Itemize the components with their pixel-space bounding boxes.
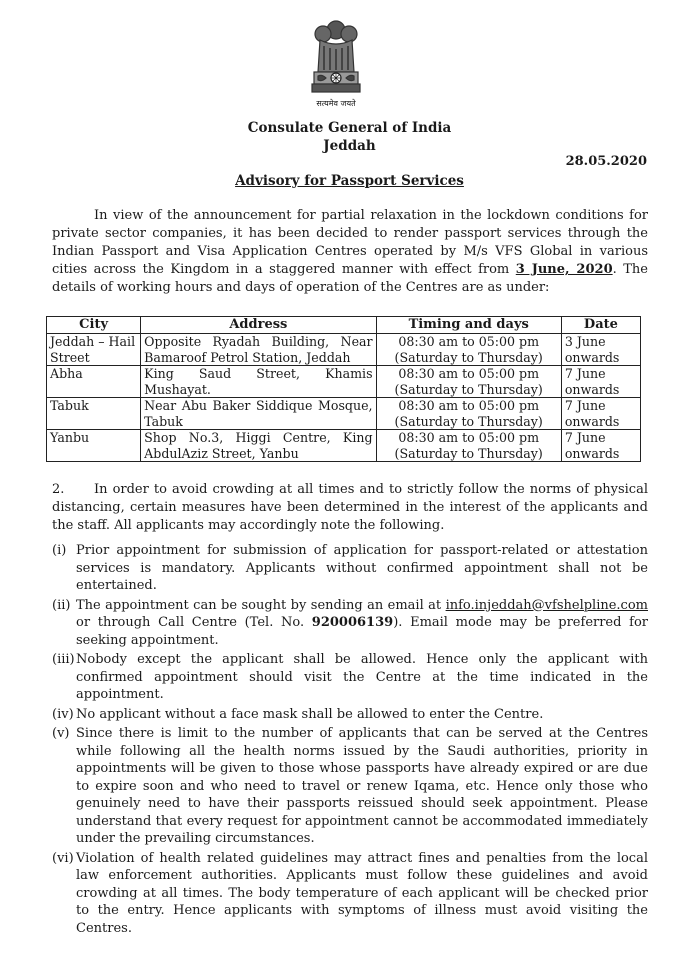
list-item-text: Nobody except the applicant shall be allowed. Hence only the applicant with confirmed appointment should visit the Centre at the time indicated in the appointment.: [76, 652, 648, 702]
document-title: [0, 173, 699, 189]
list-item-text-post: ). Email mode may be preferred for seeking appointment.: [76, 615, 648, 648]
cell-city: Tabuk: [47, 398, 141, 430]
document-title-text: Advisory for Passport Services: [235, 173, 464, 189]
column-header-city: City: [47, 317, 141, 334]
intro-text-after: . The details of working hours and days of operation of the Centres are as under:: [52, 262, 648, 295]
cell-address: King Saud Street, Khamis Mushayat.: [141, 366, 376, 398]
list-item: [52, 706, 648, 724]
list-item-text: No applicant without a face mask shall be allowed to enter the Centre.: [76, 706, 544, 722]
cell-timing-hours: 08:30 am to 05:00 pm: [398, 366, 540, 381]
phone-number: 920006139: [311, 615, 394, 630]
list-item-text: Prior appointment for submission of application for passport-related or attestation services is mandatory. Applicants without confirmed appointment shall not be entertained.: [76, 543, 648, 593]
list-item: [52, 651, 648, 704]
cell-city: Yanbu: [47, 430, 141, 462]
table-row: [47, 430, 641, 462]
cell-date: 7 June onwards: [561, 366, 640, 398]
paragraph-number: 2.: [52, 482, 65, 497]
consulate-name: Consulate General of India: [247, 120, 452, 136]
list-marker: (v): [52, 726, 70, 741]
national-emblem-icon: [300, 14, 372, 110]
list-item-text: Since there is limit to the number of applicants that can be served at the Centres while following all the health norms issued by the Saudi authorities, priority in appointments will be given to those whose passports have already expired or are due to expire soon and who need to travel or renew Iqama, etc. Hence only those who genuinely need to have their passports reissued should seek appointment. Please understand that every request for appointment cannot be accommodated immediately under the prevailing circumstances.: [76, 726, 648, 846]
cell-timing-hours: 08:30 am to 05:00 pm: [398, 398, 540, 413]
cell-timing-hours: 08:30 am to 05:00 pm: [398, 334, 540, 349]
centres-table: [46, 316, 641, 462]
intro-paragraph: [52, 207, 648, 297]
cell-timing-days: (Saturday to Thursday): [394, 413, 543, 429]
emblem-motto: सत्यमेव जयते: [316, 99, 356, 108]
cell-timing-hours: 08:30 am to 05:00 pm: [398, 430, 540, 445]
table-row: [47, 398, 641, 430]
email-link[interactable]: info.injeddah@vfshelpline.com: [445, 597, 648, 613]
cell-city: Jeddah – Hail Street: [47, 334, 141, 366]
table-row: [47, 366, 641, 398]
cell-timing-days: (Saturday to Thursday): [394, 445, 543, 461]
list-marker: (iii): [52, 652, 75, 667]
column-header-timing: Timing and days: [376, 317, 561, 334]
cell-timing: [376, 366, 561, 398]
measures-list: [52, 542, 648, 939]
column-header-address: Address: [141, 317, 376, 334]
list-marker: (i): [52, 543, 67, 558]
list-item-text: Violation of health related guidelines may attract fines and penalties from the local law enforcement authorities. Applicants must follow these guidelines and avoid crowding at all times. The body temperature of each applicant will be checked prior to the entry. Hence applicants with symptoms of illness must avoid visiting the Centres.: [76, 850, 648, 936]
column-header-date: Date: [561, 317, 640, 334]
cell-timing: [376, 334, 561, 366]
cell-address: Opposite Ryadah Building, Near Bamaroof Petrol Station, Jeddah: [141, 334, 376, 366]
table-header-row: [47, 317, 641, 334]
cell-address: Shop No.3, Higgi Centre, King AbdulAziz Street, Yanbu: [141, 430, 376, 462]
list-item: [52, 725, 648, 848]
list-marker: (vi): [52, 850, 74, 866]
intro-highlight-date: 3 June, 2020: [515, 262, 613, 277]
list-marker: (iv): [52, 706, 74, 722]
list-item: [52, 850, 648, 938]
list-item-text-mid: or through Call Centre (Tel. No.: [76, 615, 312, 630]
list-item: [52, 597, 648, 650]
cell-address: Near Abu Baker Siddique Mosque, Tabuk: [141, 398, 376, 430]
document-date: 28.05.2020: [565, 154, 647, 169]
intro-text-before: In view of the announcement for partial relaxation in the lockdown conditions for private sector companies, it has been decided to render passport services through the Indian Passport and Visa Application Centres operated by M/s VFS Global in various cities across the Kingdom in a staggered manner with effect from: [52, 208, 648, 277]
list-item-text-pre: The appointment can be sought by sending an email at: [76, 597, 446, 613]
consulate-city: Jeddah: [323, 138, 376, 154]
list-item: [52, 542, 648, 595]
cell-timing: [376, 430, 561, 462]
cell-date: 3 June onwards: [561, 334, 640, 366]
list-marker: (ii): [52, 597, 71, 613]
cell-timing-days: (Saturday to Thursday): [394, 349, 543, 365]
paragraph-2-text: In order to avoid crowding at all times and to strictly follow the norms of physical distancing, certain measures have been determined in the interest of the applicants and the staff. All applicants may accordingly note the following.: [52, 482, 648, 533]
cell-city: Abha: [47, 366, 141, 398]
cell-timing: [376, 398, 561, 430]
table-row: [47, 334, 641, 366]
cell-date: 7 June onwards: [561, 398, 640, 430]
cell-timing-days: (Saturday to Thursday): [394, 381, 543, 397]
cell-date: 7 June onwards: [561, 430, 640, 462]
paragraph-2: [52, 481, 648, 535]
